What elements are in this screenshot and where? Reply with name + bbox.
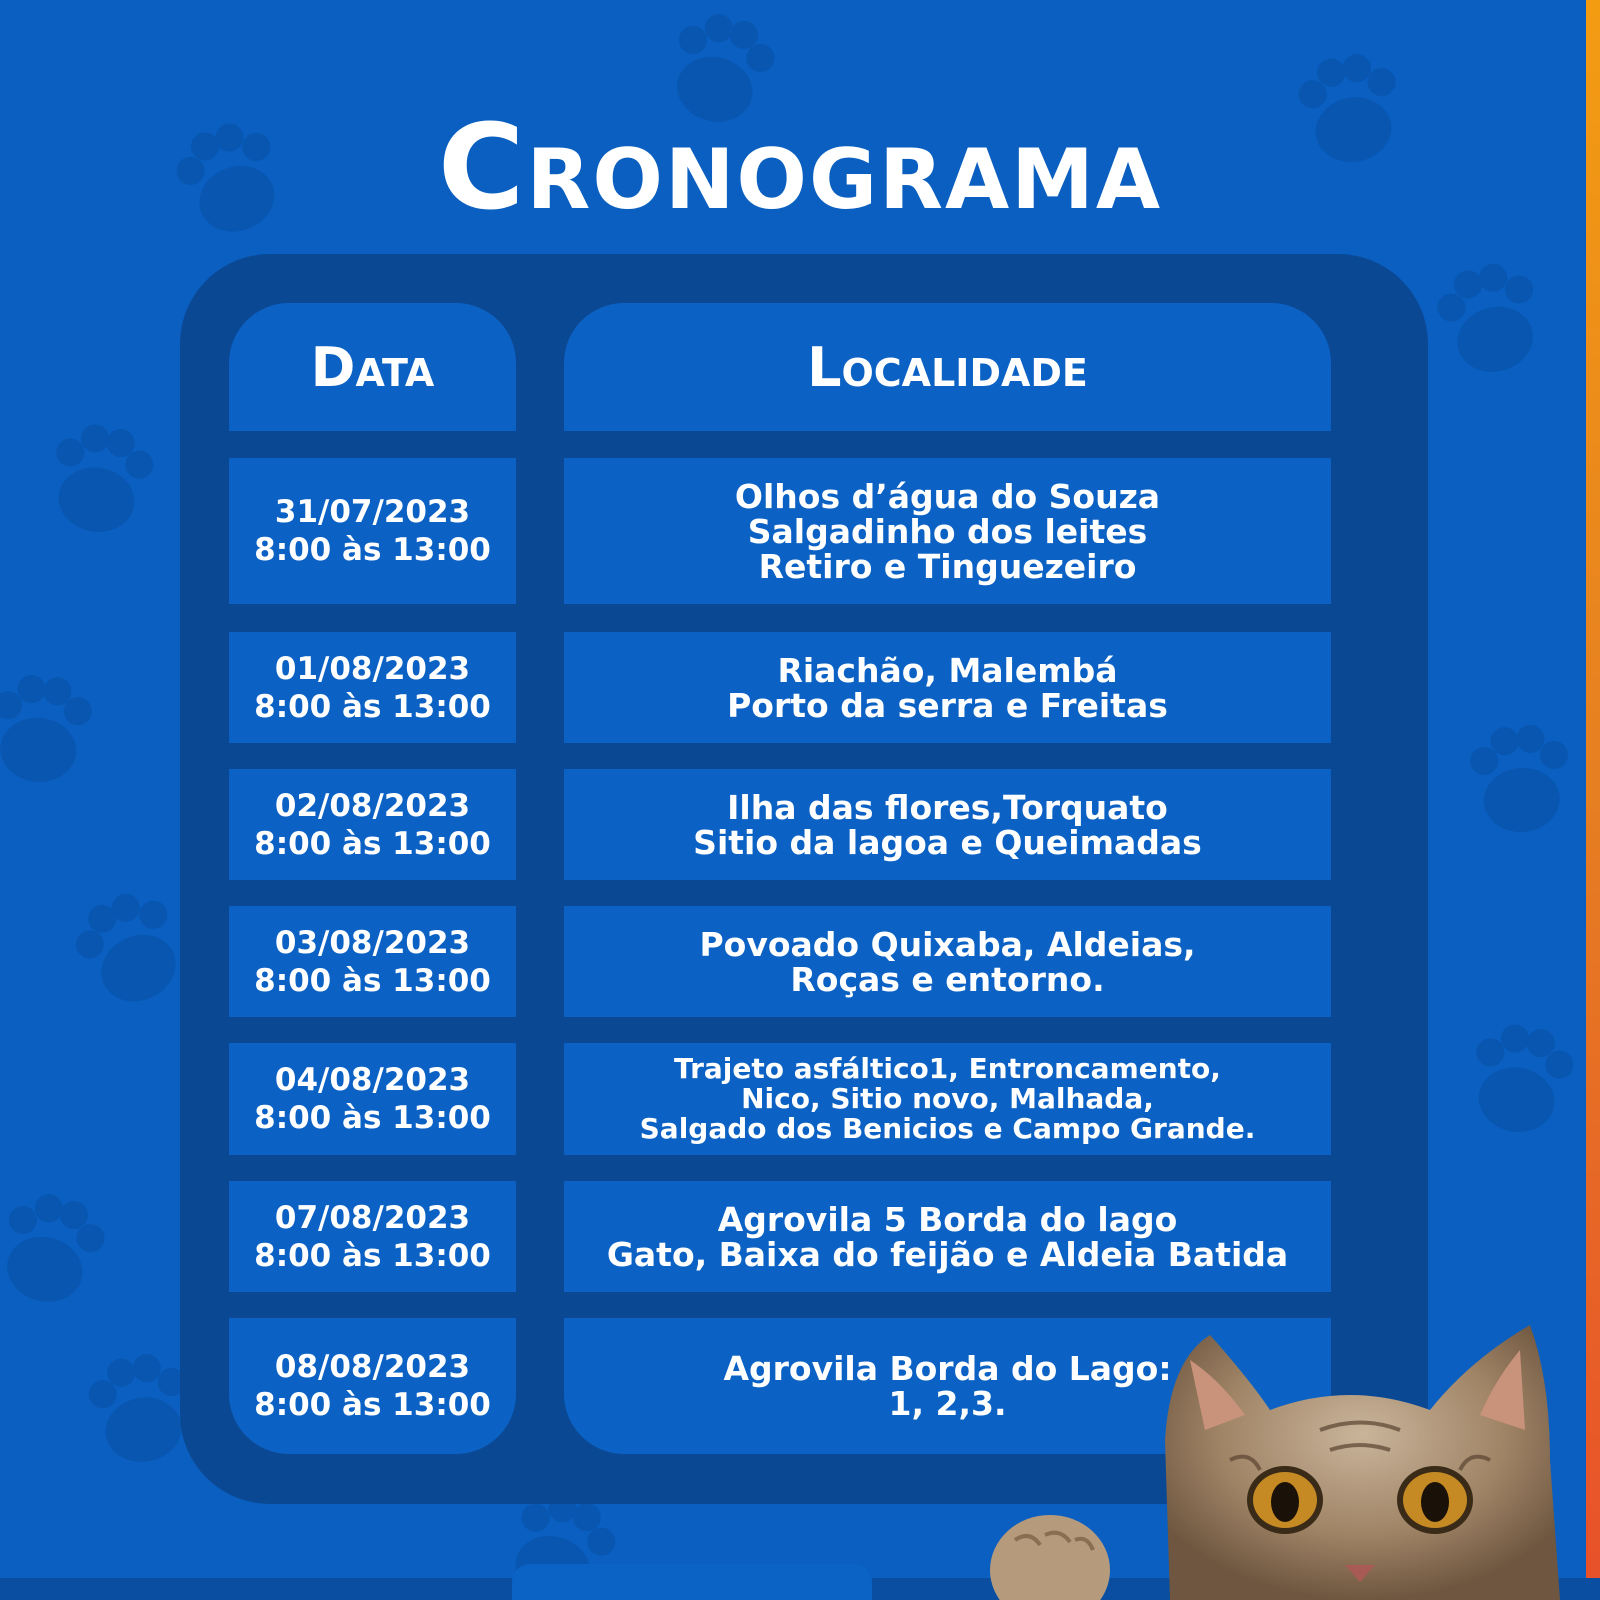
row-1-date: 31/07/2023 8:00 às 13:00 [229, 458, 516, 604]
row-7-location: Agrovila Borda do Lago: 1, 2,3. [564, 1318, 1331, 1454]
row-7-date: 08/08/2023 8:00 às 13:00 [229, 1318, 516, 1454]
row-5-location: Trajeto asfáltico1, Entroncamento, Nico, Sitio novo, Malhada, Salgado dos Benicios e Campo Grande. [564, 1043, 1331, 1155]
page-title: Cronograma [437, 98, 1163, 236]
bottom-tab [512, 1564, 872, 1600]
row-2-location: Riachão, Malembá Porto da serra e Freitas [564, 632, 1331, 743]
row-1-location: Olhos d’água do Souza Salgadinho dos leites Retiro e Tinguezeiro [564, 458, 1331, 604]
cat-illustration [1150, 1320, 1600, 1600]
row-6-location: Agrovila 5 Borda do lago Gato, Baixa do feijão e Aldeia Batida [564, 1181, 1331, 1292]
header-location: Localidade [564, 303, 1331, 431]
header-date: Data [229, 303, 516, 431]
row-3-location: Ilha das flores,Torquato Sitio da lagoa e Queimadas [564, 769, 1331, 880]
row-2-date: 01/08/2023 8:00 às 13:00 [229, 632, 516, 743]
cat-paw-illustration [985, 1500, 1115, 1600]
row-3-date: 02/08/2023 8:00 às 13:00 [229, 769, 516, 880]
row-6-date: 07/08/2023 8:00 às 13:00 [229, 1181, 516, 1292]
row-4-location: Povoado Quixaba, Aldeias, Roças e entorno. [564, 906, 1331, 1017]
row-5-date: 04/08/2023 8:00 às 13:00 [229, 1043, 516, 1155]
row-4-date: 03/08/2023 8:00 às 13:00 [229, 906, 516, 1017]
